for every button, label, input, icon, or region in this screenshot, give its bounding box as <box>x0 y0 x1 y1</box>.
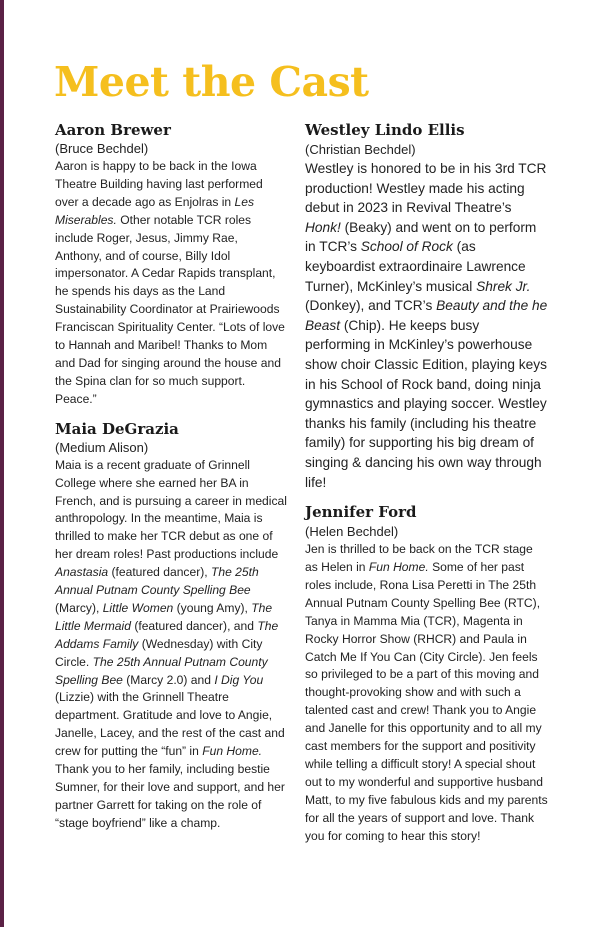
bio-text: Jen is thrilled to be back on the TCR stage as Helen in <box>305 542 533 574</box>
cast-name: Aaron Brewer <box>55 121 171 139</box>
bio-text: Other notable TCR roles include Roger, Jesus, Jimmy Rae, Anthony, and of course, Billy Idol impersonator. A Cedar Rapids transplant, he spends his days as the Land Sustainability Coordinator at Prairiewoods Franciscan Spirituality Center. “Lots of love to Hannah and Maribel! Thanks to Mom and Dad for singing around the house and the Spina clan for so much support. Peace.” <box>55 212 285 406</box>
cast-bio <box>55 457 287 833</box>
cast-name: Jennifer Ford <box>305 503 417 522</box>
bio-text: (Marcy 2.0) and <box>122 672 215 687</box>
cast-entry-westley-lindo-ellis <box>305 120 548 492</box>
bio-text: (Wednesday) with City Circle. <box>55 636 263 669</box>
bio-text: Aaron is happy to be back in the Iowa Theatre Building having last performed over a decade ago as Enjolras in <box>55 159 263 209</box>
bio-text: Westley is honored to be in his 3rd TCR production! Westley made his acting debut in 2023 in Revival Theatre’s <box>305 161 547 216</box>
cast-entry-maia-degrazia <box>55 419 287 833</box>
cast-role: (Christian Bechdel) <box>305 142 416 157</box>
cast-role: (Bruce Bechdel) <box>55 141 149 156</box>
bio-title-italic: The Addams Family <box>55 618 279 651</box>
bio-text: Maia is a recent graduate of Grinnell College where she earned her BA in French, and is pursuing a career in medical anthropology. In the meantime, Maia is thrilled to make her TCR debut as one of her dream roles! Past productions include <box>55 457 287 562</box>
right-column <box>305 120 548 856</box>
bio-text: Thank you to her family, including bestie Sumner, for their love and support, and her partner Garrett for taking on the role of “stage boyfriend” like a champ. <box>55 762 285 830</box>
bio-text: (Marcy), <box>55 600 103 615</box>
cast-bio <box>55 158 287 409</box>
cast-name: Westley Lindo Ellis <box>305 121 465 139</box>
cast-name: Maia DeGrazia <box>55 419 179 438</box>
cast-role: (Helen Bechdel) <box>305 524 399 540</box>
bio-text: (as keyboardist extraordinaire Lawrence Turner), McKinley’s musical <box>305 239 526 294</box>
bio-title-italic: School of Rock <box>360 239 453 255</box>
bio-text: (Lizzie) with the Grinnell Theatre department. Gratitude and love to Angie, Janelle, Lacey, and the rest of the cast and crew for putting the “fun” in <box>55 690 285 759</box>
bio-title-italic: The Little Mermaid <box>55 600 273 633</box>
bio-title-italic: Fun Home. <box>202 744 263 759</box>
bio-title-italic: Shrek Jr. <box>476 278 531 294</box>
cast-bio <box>305 159 548 492</box>
cast-bio <box>305 541 548 845</box>
bio-text: (Chip). He keeps busy performing in McKinley’s powerhouse show choir Classic Edition, playing keys in his School of Rock band, doing ninja gymnastics and playing soccer. Westley thanks his family (including his theatre family) for supporting his big dream of singing & dancing his own way through life! <box>305 317 547 490</box>
bio-text: (Beaky) and went on to perform in TCR’s <box>305 219 537 255</box>
bio-title-italic: Fun Home. <box>368 560 429 574</box>
bio-text: (featured dancer), and <box>130 618 258 633</box>
left-column <box>55 120 287 843</box>
cast-entry-jennifer-ford <box>305 502 548 845</box>
bio-title-italic: The 25th Annual Putnam County Spelling Bee <box>55 654 268 687</box>
cast-role: (Medium Alison) <box>55 439 149 455</box>
page-title: Meet the Cast <box>54 58 369 106</box>
bio-text: (Donkey), and TCR’s <box>305 298 437 314</box>
bio-text: (young Amy), <box>173 600 252 615</box>
bio-title-italic: The 25th Annual Putnam County Spelling Bee <box>55 565 259 598</box>
bio-title-italic: I Dig You <box>214 672 264 687</box>
cast-entry-aaron-brewer <box>55 120 287 409</box>
bio-title-italic: Honk! <box>305 219 341 235</box>
bio-text: (featured dancer), <box>108 565 211 580</box>
bio-title-italic: Les Miserables. <box>55 194 255 227</box>
page-edge-bar <box>0 0 4 927</box>
bio-title-italic: Anastasia <box>55 565 109 580</box>
bio-title-italic: Little Women <box>102 600 174 615</box>
bio-title-italic: Beauty and the he Beast <box>305 298 548 333</box>
bio-text: Some of her past roles include, Rona Lisa Peretti in The 25th Annual Putnam County Spelling Bee (RTC), Tanya in Mamma Mia (TCR), Magenta in Rocky Horror Show (RHCR) and Paula in Catch Me If You Can (City Circle). Jen feels so privileged to be a part of this moving and thought-provoking show and with such a talented cast and crew! Thank you to Angie and Janelle for this opportunity and to all my cast members for the support and positivity while telling a difficult story! A special shout out to my wonderful and supportive husband Matt, to my five fabulous kids and my parents for all the years of support and love. Thank you for coming to hear this story! <box>305 560 548 843</box>
